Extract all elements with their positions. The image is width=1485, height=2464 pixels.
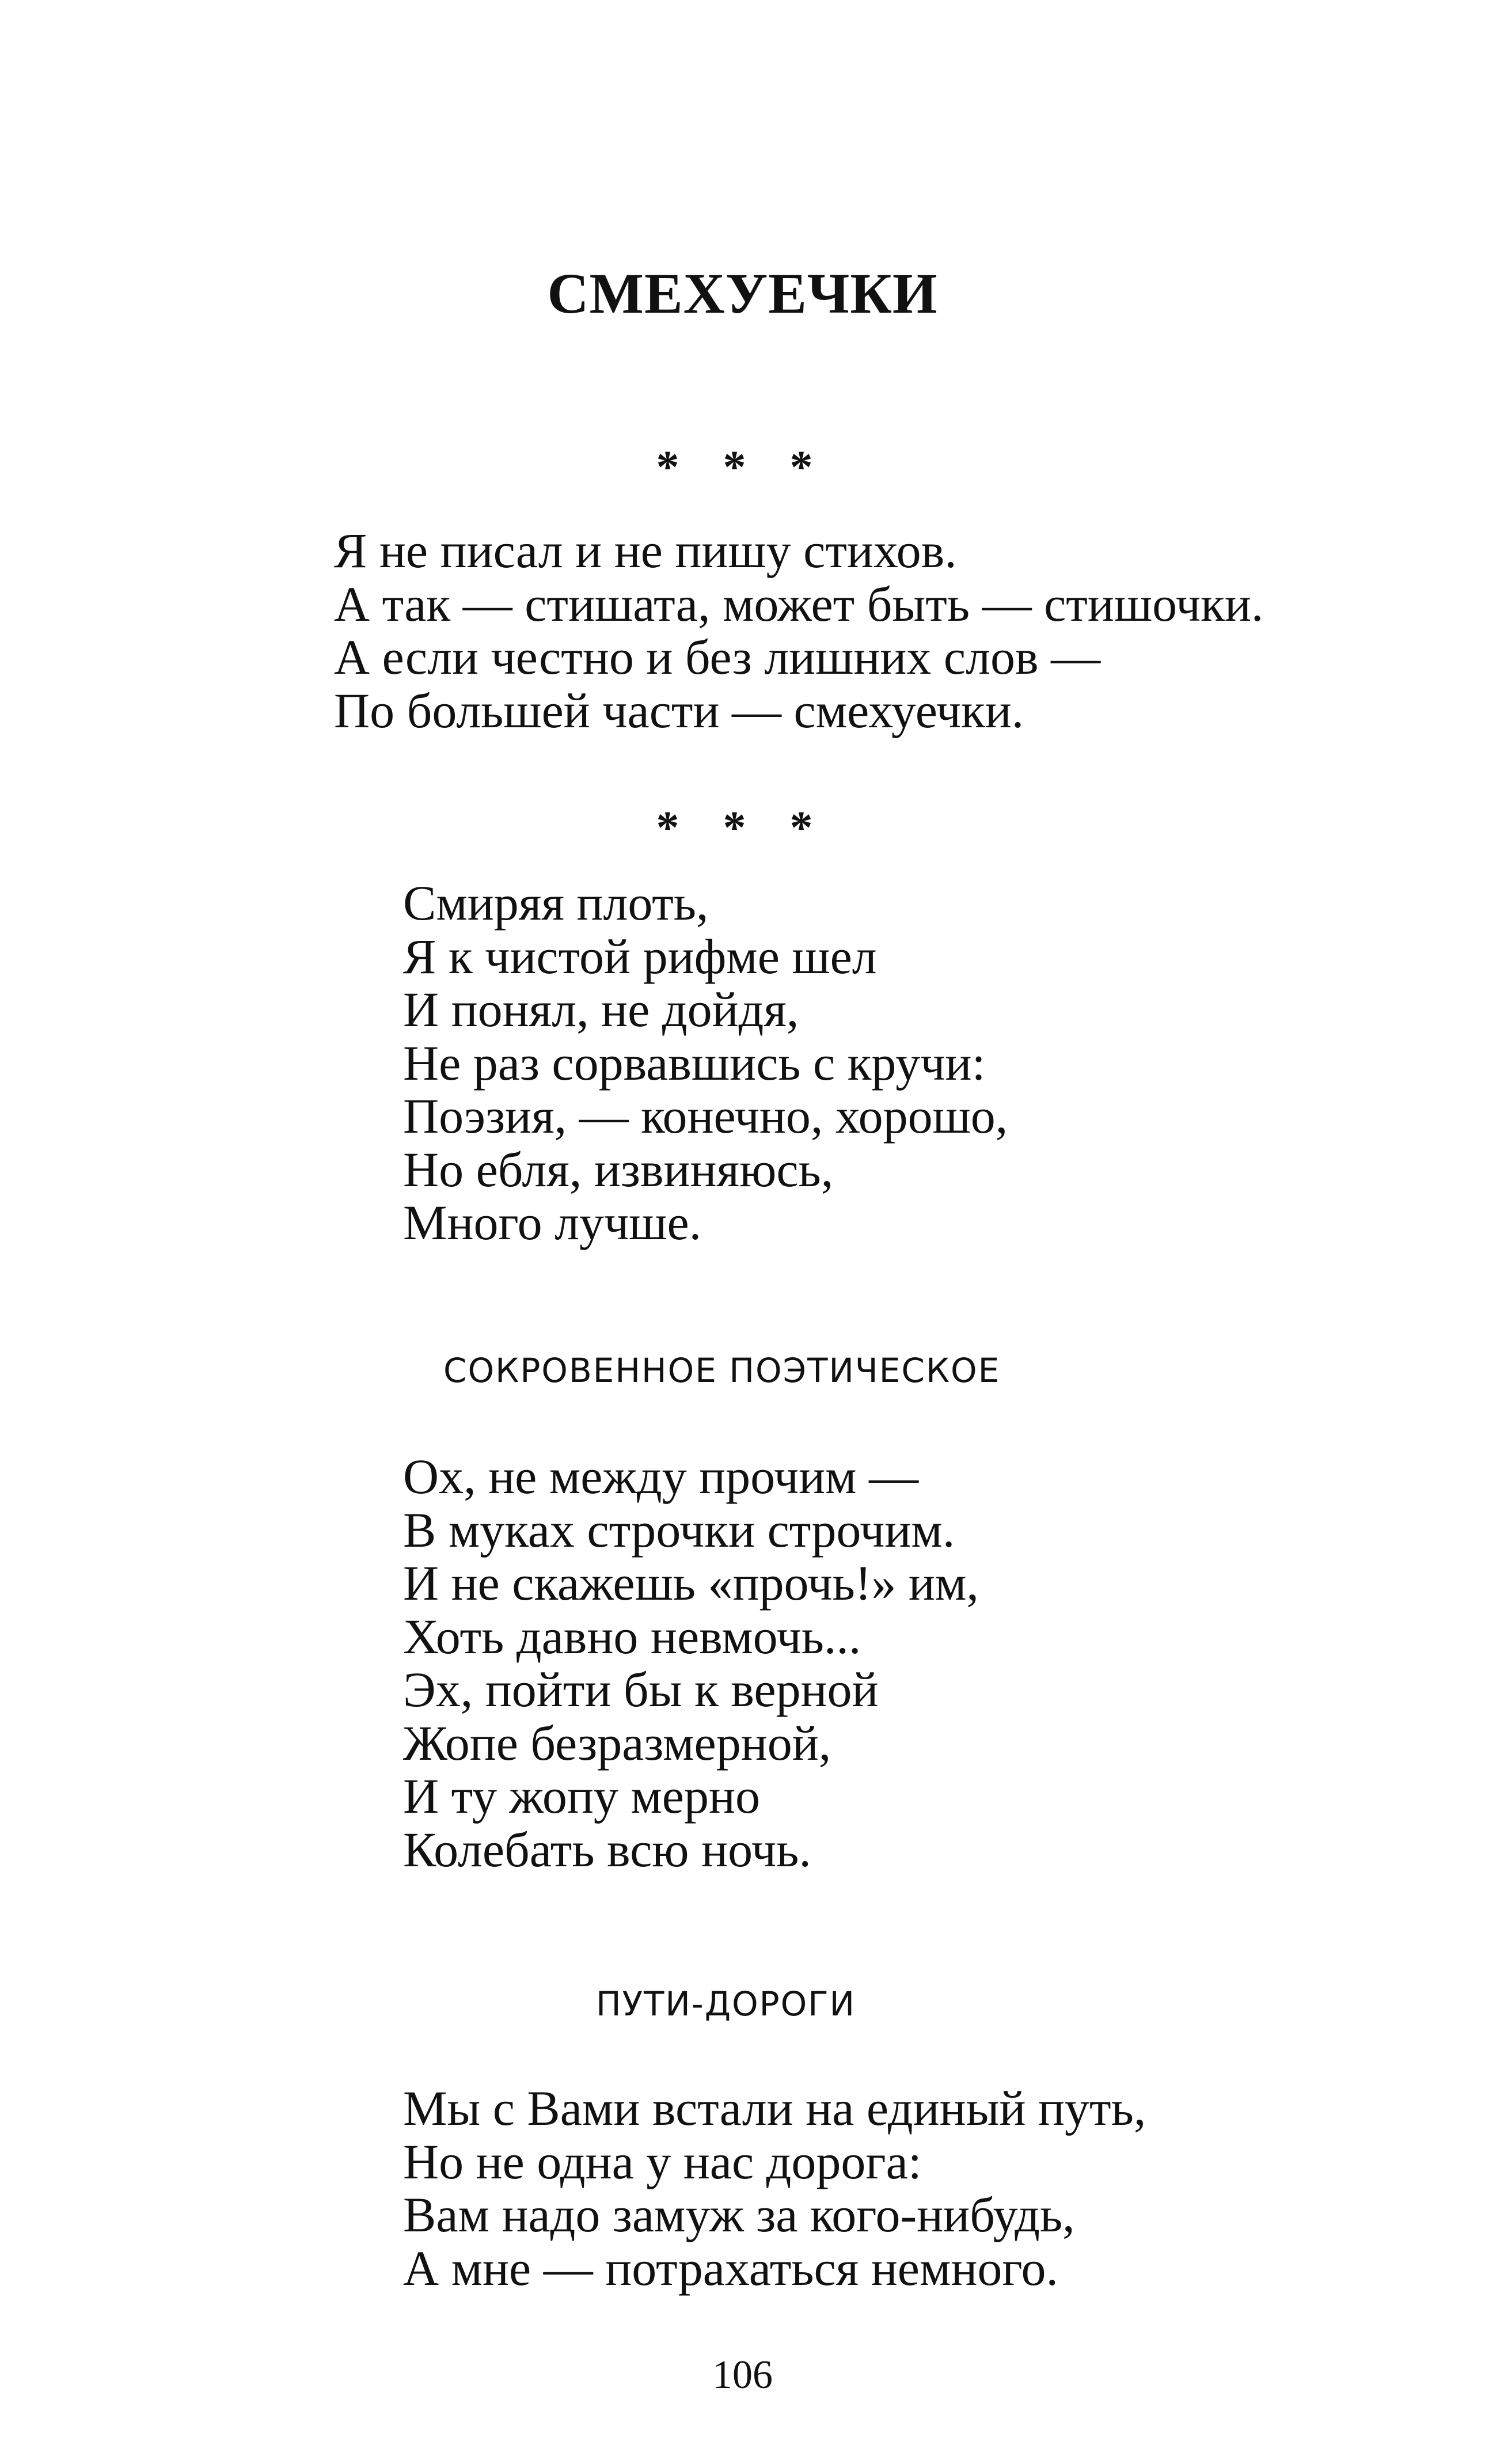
poem-line: И понял, не дойдя,: [403, 982, 799, 1037]
poem-line: А мне — потрахаться немного.: [403, 2240, 1059, 2296]
poem-line: По большей части — смехуечки.: [334, 682, 1024, 738]
poem-line: И ту жопу мерно: [403, 1768, 760, 1824]
poem-line: Я не писал и не пишу стихов.: [334, 523, 957, 578]
poem-line: Но ебля, извиняюсь,: [403, 1141, 834, 1197]
poem-line: Поэзия, — конечно, хорошо,: [403, 1088, 1008, 1144]
poem-line: Я к чистой рифме шел: [403, 928, 877, 984]
poem-line: А так — стишата, может быть — стишочки.: [334, 576, 1264, 632]
poem-line: Ох, не между прочим —: [403, 1449, 919, 1504]
poem-2: [403, 876, 1008, 1250]
poem-line: Эх, пойти бы к верной: [403, 1662, 879, 1717]
poem-line: Не раз сорвавшись с кручи:: [403, 1035, 986, 1091]
poem-line: Колебать всю ночь.: [403, 1821, 811, 1877]
poem-line: Смиряя плоть,: [403, 875, 709, 931]
separator-1: * * *: [656, 442, 829, 493]
poem-3-heading: СОКРОВЕННОЕ ПОЭТИЧЕСКОЕ: [443, 1351, 1001, 1390]
poem-line: Хоть давно невмочь...: [403, 1608, 861, 1664]
poem-4: [403, 2082, 1146, 2295]
page-number: 106: [712, 2353, 773, 2397]
poem-line: Жопе безразмерной,: [403, 1715, 831, 1771]
poem-line: Мы с Вами встали на единый путь,: [403, 2080, 1146, 2136]
separator-2: * * *: [656, 803, 829, 853]
poem-line: Много лучше.: [403, 1195, 702, 1250]
poem-line: Но не одна у нас дорога:: [403, 2133, 922, 2189]
poem-1: [334, 524, 1263, 737]
poem-line: И не скажешь «прочь!» им,: [403, 1555, 979, 1611]
poem-line: А если честно и без лишних слов —: [334, 629, 1101, 685]
poem-3: [403, 1450, 979, 1876]
poem-line: Вам надо замуж за кого-нибудь,: [403, 2187, 1075, 2242]
poem-line: В муках строчки строчим.: [403, 1502, 955, 1558]
poem-4-heading: ПУТИ-ДОРОГИ: [596, 1984, 856, 2023]
page-title: СМЕХУЕЧКИ: [547, 261, 938, 325]
